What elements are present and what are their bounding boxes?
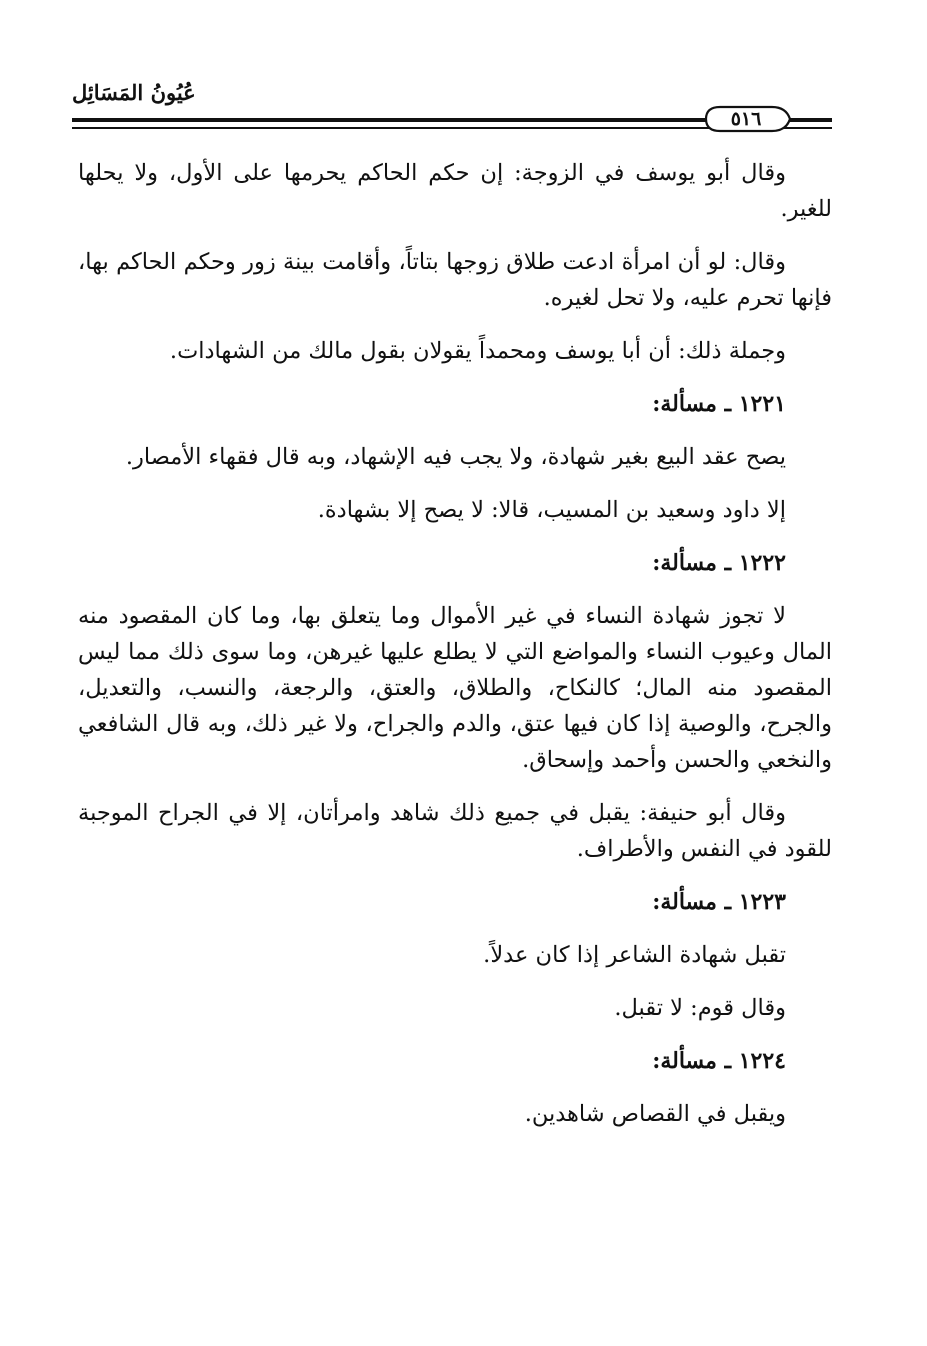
paragraph: تقبل شهادة الشاعر إذا كان عدلاً. [483,942,786,968]
issue-heading-1223: ١٢٢٣ ـ مسألة: [652,889,786,915]
paragraph: ويقبل في القصاص شاهدين. [524,1101,786,1127]
paragraph: وقال أبو حنيفة: يقبل في جميع ذلك شاهد وامرأتان، إلا في الجراح الموجبة للقود في النفس والأطراف. [78,800,832,862]
paragraph: يصح عقد البيع بغير شهادة، ولا يجب فيه الإشهاد، وبه قال فقهاء الأمصار. [125,444,786,470]
paragraph: لا تجوز شهادة النساء في غير الأموال وما يتعلق بها، وما كان المقصود منه المال وعيوب النساء والمواضع التي لا يطلع عليها غيرهن، وما سوى ذلك مما ليس المقصود منه المال؛ كالنكاح، والطلاق، والعتق، والرجعة، والنسب، والتعديل، والجرح، والوصية إذا كان فيها عتق، والدم والجراح، ولا غير ذلك، وبه قال الشافعي والنخعي والحسن وأحمد وإسحاق. [78,603,832,773]
running-head-book-title: عُيُونُ المَسَائِل [72,80,196,105]
paragraph: وقال قوم: لا تقبل. [614,995,786,1021]
page-body [78,155,832,1149]
paragraph: وقال: لو أن امرأة ادعت طلاق زوجها بتاتاً، وأقامت بينة زور وحكم الحاكم بها، فإنها تحرم عليه، ولا تحل لغيره. [78,249,832,311]
issue-heading-1224: ١٢٢٤ ـ مسألة: [652,1048,786,1074]
paragraph: وجملة ذلك: أن أبا يوسف ومحمداً يقولان بقول مالك من الشهادات. [169,338,786,364]
issue-heading-1221: ١٢٢١ ـ مسألة: [652,391,786,417]
paragraph: إلا داود وسعيد بن المسيب، قالا: لا يصح إلا بشهادة. [317,497,786,523]
paragraph: وقال أبو يوسف في الزوجة: إن حكم الحاكم يحرمها على الأول، ولا يحلها للغير. [78,160,832,222]
issue-heading-1222: ١٢٢٢ ـ مسألة: [652,550,786,576]
page-number: ٥١٦ [730,108,762,130]
